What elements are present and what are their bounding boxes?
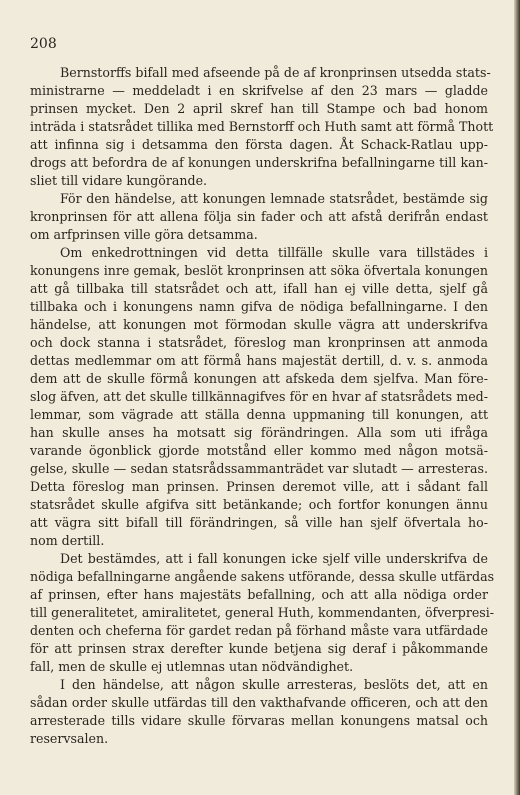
text-line: händelse, att konungen mot förmodan skulle vägra att underskrifva — [30, 317, 488, 332]
text-line: arresterade tills vidare skulle förvaras mellan konungens matsal och — [30, 713, 488, 728]
page-binding-edge — [514, 0, 520, 795]
text-line: denten och cheferna för gardet redan på förhand måste vara utfärdade — [30, 623, 488, 638]
text-line: slog äfven, att det skulle tillkännagifves för en hvar af statsrådets med- — [30, 389, 488, 404]
text-line: att infinna sig i detsamma den första dagen. Åt Schack-Ratlau upp- — [30, 137, 488, 152]
text-line: nödiga befallningarne angående sakens utförande, dessa skulle utfärdas — [30, 569, 495, 584]
text-line: kronprinsen för att allena följa sin fader och att afstå derifrån endast — [30, 209, 488, 224]
text-line: nom dertill. — [30, 533, 105, 548]
text-line: dem att de skulle förmå konungen att afskeda dem sjelfva. Man före- — [30, 371, 488, 386]
text-line: af prinsen, efter hans majestäts befallning, och att alla nödiga order — [30, 587, 488, 602]
text-line: för att prinsen strax derefter kunde betjena sig deraf i påkommande — [30, 641, 488, 656]
text-line: statsrådet skulle afgifva sitt betänkande; och fortfor konungen ännu — [30, 497, 488, 512]
text-line: gelse, skulle — sedan statsrådssammanträdet var slutadt — arresteras. — [30, 461, 488, 476]
text-line: att gå tillbaka till statsrådet och att, ifall han ej ville detta, sjelf gå — [30, 281, 488, 296]
body-text — [30, 64, 495, 748]
text-line: Detta föreslog man prinsen. Prinsen deremot ville, att i sådant fall — [30, 479, 488, 494]
text-line: om arfprinsen ville göra detsamma. — [30, 227, 258, 242]
text-line: sliet till vidare kungörande. — [30, 173, 208, 188]
text-line: dettas medlemmar om att förmå hans majestät dertill, d. v. s. anmoda — [30, 353, 488, 368]
text-line: fall, men de skulle ej utlemnas utan nödvändighet. — [30, 659, 354, 674]
text-line: För den händelse, att konungen lemnade statsrådet, bestämde sig — [60, 191, 488, 206]
text-line: lemmar, som vägrade att ställa denna uppmaning till konungen, att — [30, 407, 488, 422]
text-line: Bernstorffs bifall med afseende på de af kronprinsen utsedda stats- — [60, 65, 491, 80]
text-line: till generalitetet, amiralitetet, general Huth, kommendanten, öfverpresi- — [30, 605, 495, 620]
text-line: I den händelse, att någon skulle arresteras, beslöts det, att en — [60, 677, 488, 692]
text-line: reservsalen. — [30, 731, 109, 746]
text-line: att vägra sitt bifall till förändringen, så ville han sjelf öfvertala ho- — [30, 515, 488, 530]
text-line: Det bestämdes, att i fall konungen icke sjelf ville underskrifva de — [60, 551, 488, 566]
text-line: och dock stanna i statsrådet, föreslog man kronprinsen att anmoda — [30, 335, 488, 350]
text-line: tillbaka och i konungens namn gifva de nödiga befallningarne. I den — [30, 299, 488, 314]
text-line: konungens inre gemak, beslöt kronprinsen att söka öfvertala konungen — [30, 263, 488, 278]
text-line: varande ögonblick gjorde motstånd eller kommo med någon motsä- — [30, 443, 488, 458]
text-line: prinsen mycket. Den 2 april skref han till Stampe och bad honom — [30, 101, 488, 116]
text-line: drogs att befordra de af konungen underskrifna befallningarne till kan- — [30, 155, 488, 170]
page-number: 208 — [30, 36, 57, 52]
text-line: han skulle anses ha motsatt sig förändringen. Alla som uti ifråga — [30, 425, 488, 440]
text-line: inträda i statsrådet tillika med Bernstorff och Huth samt att förmå Thott — [30, 119, 494, 134]
text-line: Om enkedrottningen vid detta tillfälle skulle vara tillstädes i — [60, 245, 488, 260]
text-line: ministrarne — meddeladt i en skrifvelse af den 23 mars — gladde — [30, 83, 488, 98]
text-line: sådan order skulle utfärdas till den vakthafvande officeren, och att den — [30, 695, 488, 710]
